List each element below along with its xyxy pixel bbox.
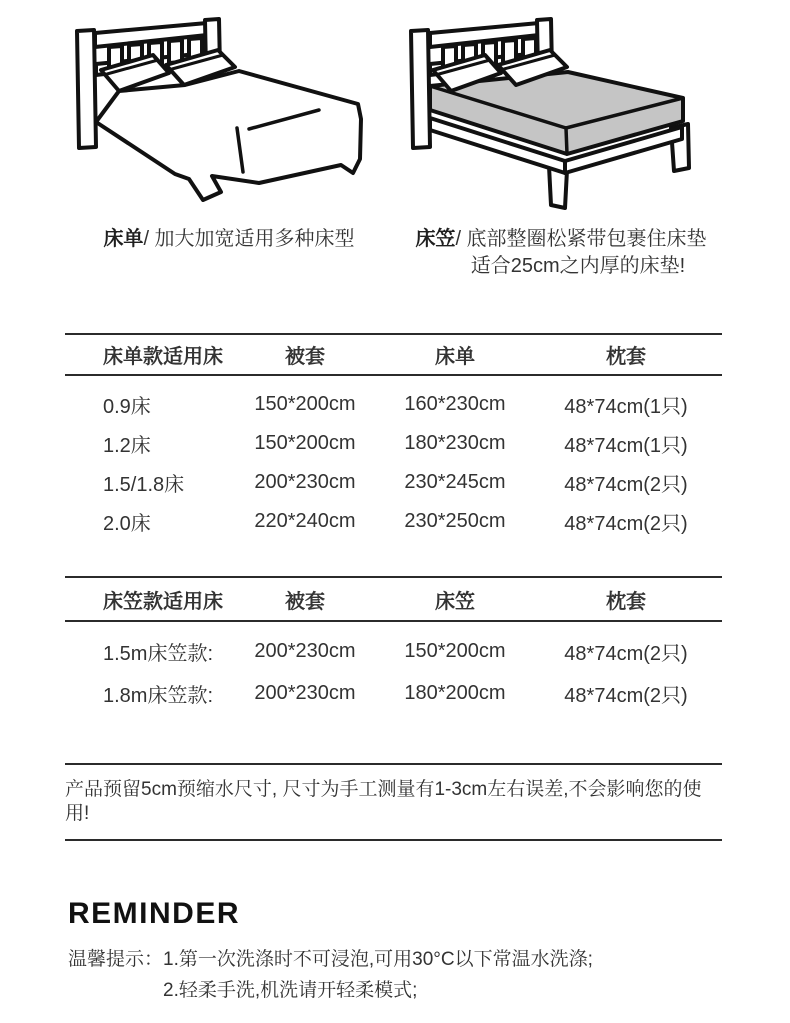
sheet-bed-caption-text: / 加大加宽适用多种床型 — [143, 228, 355, 250]
cell-fitted-sheet: 180*200cm — [404, 681, 506, 704]
bed-illustrations — [0, 0, 790, 280]
cell-bed-type: 2.0床 — [103, 513, 151, 535]
cell-pillowcase: 48*74cm(1只) — [564, 435, 688, 457]
sheet-bed-caption — [63, 226, 395, 253]
table-row — [65, 424, 722, 463]
cell-pillowcase: 48*74cm(2只) — [564, 474, 688, 496]
cell-duvet-cover: 150*200cm — [254, 432, 356, 454]
fitted-bed-caption — [395, 226, 727, 280]
cell-bed-type: 1.5/1.8床 — [103, 474, 185, 496]
bed-sheet-illustration — [63, 8, 395, 218]
cell-bed-type: 1.8m床笠款: — [103, 684, 214, 707]
cell-sheet: 160*230cm — [404, 393, 506, 415]
table-header-row — [65, 578, 722, 620]
reminder-item: 1.第一次洗涤时不可浸泡,可用30°C以下常温水洗涤; — [163, 949, 593, 970]
reminder-label: 温馨提示： — [68, 949, 164, 970]
column-header: 枕套 — [606, 346, 646, 368]
reminder-tips — [68, 944, 730, 1006]
cell-pillowcase: 48*74cm(2只) — [564, 642, 688, 665]
table-row — [65, 630, 722, 672]
sheet-size-table — [65, 333, 722, 551]
fitted-bed-caption-line1 — [395, 226, 727, 253]
fitted-size-table — [65, 576, 722, 714]
fitted-bed-caption-title: 床笠 — [415, 228, 456, 250]
bed-fitted-illustration — [395, 8, 727, 218]
cell-sheet: 180*230cm — [404, 432, 506, 454]
table-header-row — [65, 335, 722, 374]
reminder-item: 2.轻柔手洗,机洗请开轻柔模式; — [163, 980, 418, 1001]
sheet-bed-figure — [63, 8, 395, 280]
cell-duvet-cover: 200*230cm — [254, 471, 356, 493]
table-row — [65, 385, 722, 424]
reminder-items — [163, 944, 593, 1006]
sheet-bed-caption-title: 床单 — [103, 228, 144, 250]
column-header: 被套 — [285, 346, 325, 368]
shrinkage-note-text: 产品预留5cm预缩水尺寸, 尺寸为手工测量有1-3cm左右误差,不会影响您的使用! — [65, 779, 702, 824]
cell-bed-type: 1.2床 — [103, 435, 151, 457]
reminder-title: REMINDER — [68, 897, 241, 930]
shrinkage-note — [65, 763, 722, 841]
table-body — [65, 622, 722, 714]
cell-pillowcase: 48*74cm(2只) — [564, 513, 688, 535]
cell-fitted-sheet: 150*200cm — [404, 639, 506, 662]
cell-pillowcase: 48*74cm(1只) — [564, 396, 688, 418]
table-row — [65, 502, 722, 541]
cell-bed-type: 1.5m床笠款: — [103, 642, 214, 665]
cell-duvet-cover: 220*240cm — [254, 510, 356, 532]
table-row — [65, 463, 722, 502]
cell-duvet-cover: 200*230cm — [254, 681, 356, 704]
cell-duvet-cover: 150*200cm — [254, 393, 356, 415]
cell-sheet: 230*250cm — [404, 510, 506, 532]
fitted-bed-caption-line2: 适合25cm之内厚的床垫! — [470, 255, 686, 277]
column-header: 床单款适用床 — [103, 346, 223, 368]
cell-pillowcase: 48*74cm(2只) — [564, 684, 688, 707]
column-header: 被套 — [285, 590, 325, 613]
column-header: 床单 — [435, 346, 475, 368]
cell-duvet-cover: 200*230cm — [254, 639, 356, 662]
cell-bed-type: 0.9床 — [103, 396, 151, 418]
column-header: 床笠款适用床 — [103, 590, 223, 613]
table-body — [65, 376, 722, 551]
fitted-bed-figure — [395, 8, 727, 280]
table-row — [65, 672, 722, 714]
cell-sheet: 230*245cm — [404, 471, 506, 493]
fitted-bed-caption-text: / 底部整圈松紧带包裹住床垫 — [455, 228, 707, 250]
divider — [65, 839, 722, 841]
reminder-section — [68, 896, 730, 1006]
column-header: 床笠 — [435, 590, 475, 613]
column-header: 枕套 — [606, 590, 646, 613]
